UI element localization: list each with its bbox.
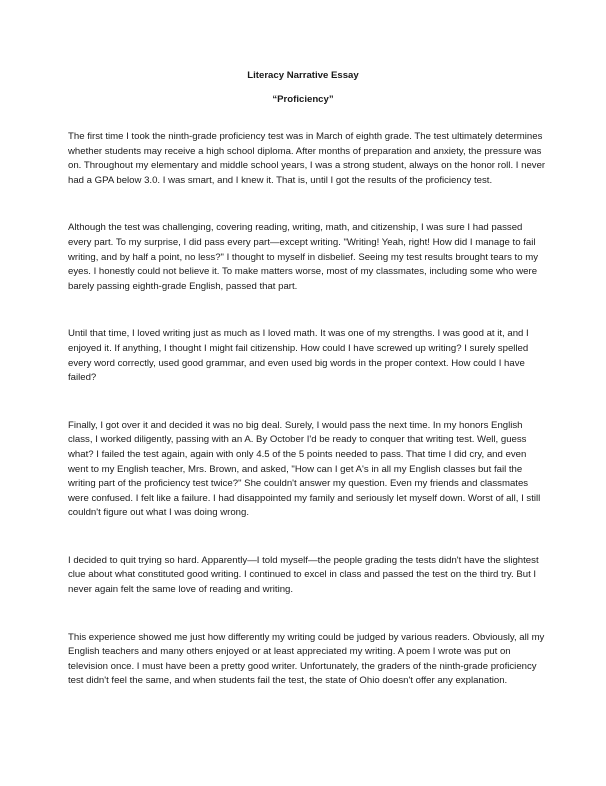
- essay-title: Literacy Narrative Essay: [247, 70, 359, 81]
- essay-body: [68, 130, 546, 722]
- paragraph-1: The first time I took the ninth-grade proficiency test was in March of eighth grade. The test ultimately determines whether students may receive a high school diploma. After months of preparation and anxiety, the pressure was on. Throughout my elementary and middle school years, I was a strong student, always on the honor roll. I never had a GPA below 3.0. I was smart, and I knew it. That is, until I got the results of the proficiency test.: [68, 131, 546, 186]
- paragraph-3: Until that time, I loved writing just as much as I loved math. It was one of my strengths. I was good at it, and I enjoyed it. If anything, I thought I might fail citizenship. How could I have screwed up writing? I surely spelled every word correctly, used good grammar, and even used big words in the proper context. How could I have failed?: [68, 328, 529, 384]
- paragraph-2: Although the test was challenging, covering reading, writing, math, and citizenship, I was sure I had passed every part. To my surprise, I did pass every part—except writing. "Writing! Yeah, right! How did I manage to fail writing, and by half a point, no less?" I thought to myself in disbelief. Seeing my test results brought tears to my eyes. I honestly could not believe it. To make matters worse, most of my classmates, including some who were barely passing eighth-grade English, passed that part.: [68, 222, 539, 292]
- paragraph-5: I decided to quit trying so hard. Apparently—I told myself—the people grading the tests didn't have the slightest clue about what constituted good writing. I continued to excel in class and passed the test on the third try. But I never again felt the same love of reading and writing.: [68, 554, 539, 596]
- paragraph-4: Finally, I got over it and decided it was no big deal. Surely, I would pass the next time. In my honors English class, I worked diligently, passing with an A. By October I'd be ready to conquer that writing test. Well, guess what? I failed the test again, again with only 4.5 of the 5 points needed to pass. That time I did cry, and even went to my English teacher, Mrs. Brown, and asked, "How can I get A's in all my English classes but fail the writing part of the proficiency test twice?" She couldn't answer my question. Even my friends and classmates were confused. I felt like a failure. I had disappointed my family and seriously let myself down. Worst of all, I still couldn't figure out what I was doing wrong.: [68, 419, 541, 519]
- essay-subtitle: “Proficiency”: [272, 94, 334, 105]
- paragraph-6: This experience showed me just how differently my writing could be judged by various readers. Obviously, all my English teachers and many others enjoyed or at least appreciated my writing. A poem I wrote was put on television once. I must have been a pretty good writer. Unfortunately, the graders of the ninth-grade proficiency test didn't feel the same, and when students fail the test, the state of Ohio doesn't offer any explanation.: [68, 631, 545, 687]
